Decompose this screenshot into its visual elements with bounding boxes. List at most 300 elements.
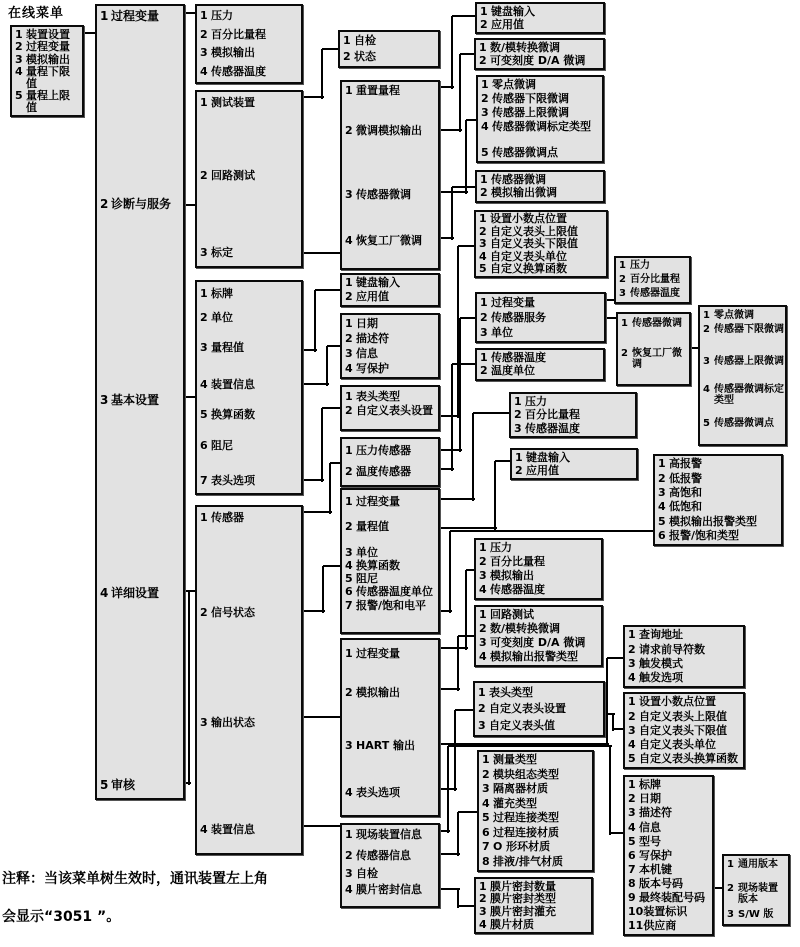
menu-item-label: 标定	[211, 246, 233, 259]
menu-item-alarm-saturation-2	[658, 473, 779, 485]
connector-line	[455, 709, 475, 711]
menu-item-number: 3	[15, 52, 23, 66]
menu-item-label: 恢复工厂微调	[632, 348, 682, 370]
menu-item-number: 6	[345, 585, 353, 598]
menu-item-label: 本机键	[639, 862, 672, 876]
menu-item-label: 装置设置	[26, 27, 70, 41]
menu-item-number: 1	[480, 4, 488, 18]
connector-line	[303, 252, 342, 254]
menu-item-number: 9	[628, 890, 636, 904]
menu-item-label: 换算函数	[356, 559, 400, 572]
menu-item-temp-sensor-1	[480, 352, 601, 364]
box-temp-sensor	[475, 348, 605, 381]
menu-item-device-info-basic-3	[345, 348, 436, 360]
menu-item-number: 1	[479, 879, 487, 893]
menu-item-number: 1	[478, 685, 486, 699]
menu-item-signal-condition-5	[345, 573, 437, 585]
box-meter-type	[473, 681, 605, 737]
menu-item-number: 2	[200, 27, 208, 41]
menu-item-alarm-saturation-3	[658, 487, 779, 499]
menu-item-label: 回路测试	[211, 169, 255, 182]
menu-item-number: 8	[482, 854, 490, 868]
menu-item-label: 自定义表头上限值	[639, 709, 727, 723]
box-signal-condition	[340, 488, 440, 634]
menu-item-signal-condition-2	[345, 521, 437, 533]
menu-item-revision-numbers-1	[727, 860, 787, 871]
box-range-keypad	[510, 448, 638, 480]
menu-item-self-test-status-1	[343, 35, 436, 47]
menu-item-label: 阻尼	[211, 439, 233, 452]
menu-item-number: 2	[478, 702, 486, 716]
box-trim-analog-output	[474, 38, 605, 70]
connector-line	[449, 531, 451, 613]
menu-item-number: 2	[628, 709, 636, 723]
menu-item-label: 自定义换算函数	[490, 261, 567, 275]
menu-item-sensor-service-2	[621, 349, 688, 370]
menu-item-number: 2	[345, 686, 353, 699]
menu-item-label: 传感器温度单位	[356, 585, 433, 598]
menu-item-number: 3	[345, 739, 353, 752]
menu-item-number: 2	[345, 849, 353, 862]
menu-item-number: 2	[345, 520, 353, 533]
menu-item-number: 4	[479, 917, 487, 931]
menu-item-label: 描述符	[639, 806, 672, 820]
menu-item-number: 2	[100, 197, 109, 211]
menu-item-meter-options-2	[345, 405, 437, 417]
connector-line	[303, 511, 332, 513]
menu-item-label: 输出状态	[211, 716, 255, 729]
menu-item-label: 模拟输出微调	[491, 186, 557, 200]
menu-item-device-info-basic-2	[345, 333, 436, 345]
menu-item-number: 4	[482, 796, 490, 810]
connector-line	[609, 746, 611, 835]
box-recall-factory-trim	[475, 170, 605, 203]
connector-line	[450, 530, 655, 532]
menu-item-label: 排液/排气材质	[493, 854, 564, 868]
menu-item-output-condition-2	[345, 687, 437, 699]
menu-item-label: 自定义表头设置	[489, 702, 566, 716]
menu-item-number: 1	[628, 778, 636, 792]
menu-item-label: 供应商	[643, 919, 677, 933]
menu-item-basic-setup-6	[200, 440, 300, 452]
menu-item-label: 传感器温度	[211, 64, 266, 78]
connector-line	[322, 407, 342, 409]
menu-item-custom-meter-setup-5	[479, 263, 604, 275]
menu-item-label: 自定义表头值	[489, 718, 555, 732]
box-main-menu	[95, 4, 185, 800]
menu-item-label: 通用版本	[738, 859, 778, 870]
menu-item-root-shortcut-5	[15, 90, 80, 113]
menu-item-signal-condition-4	[345, 560, 437, 572]
connector-line	[452, 15, 477, 17]
connector-line	[454, 710, 456, 791]
menu-item-number: 1	[479, 40, 487, 54]
menu-item-label: 模拟输出报警类型	[669, 514, 757, 528]
menu-item-number: 2	[514, 408, 522, 422]
menu-item-number: 2	[345, 465, 353, 478]
menu-item-number: 5	[200, 408, 208, 421]
menu-item-label: 报警/饱和类型	[669, 529, 740, 543]
menu-item-meter-options-1	[345, 391, 437, 403]
connector-line	[326, 346, 328, 386]
menu-item-label: 过程变量	[26, 40, 70, 54]
menu-item-sensor-info-4	[482, 798, 590, 810]
box-calibration	[340, 80, 440, 270]
menu-item-label: 键盘输入	[526, 450, 570, 464]
menu-item-root-shortcut-2	[15, 41, 80, 53]
menu-item-calibration-3	[345, 189, 437, 201]
menu-item-label: 模拟输出	[26, 52, 70, 66]
connector-line	[188, 591, 190, 785]
menu-item-number: 1	[658, 457, 666, 471]
menu-item-trim-analog-output-2	[479, 55, 601, 67]
menu-item-number: 7	[200, 474, 208, 487]
menu-item-pv-list-3	[514, 423, 633, 435]
menu-item-label: 百分比量程	[490, 555, 545, 569]
menu-item-label: 量程值	[211, 341, 244, 354]
menu-item-device-info-detailed-1	[345, 829, 437, 841]
menu-item-label: 压力	[525, 394, 547, 408]
menu-item-sensor-pv-list-2	[619, 275, 687, 286]
menu-item-label: 表头类型	[356, 390, 400, 403]
menu-item-number: 11	[628, 919, 644, 933]
menu-item-field-device-info-3	[628, 807, 710, 819]
menu-item-label: 传感器微调	[632, 318, 682, 329]
menu-item-label: 装置信息	[211, 378, 255, 391]
menu-item-label: 自定义表头单位	[490, 249, 567, 263]
menu-item-label: 日期	[639, 792, 661, 806]
menu-item-meter-type-1	[478, 687, 601, 699]
connector-line	[322, 566, 324, 613]
menu-item-number: 1	[345, 495, 353, 508]
connector-line	[314, 290, 316, 352]
menu-item-label: 阻尼	[356, 572, 378, 585]
menu-item-label: 信息	[639, 820, 661, 834]
menu-item-sensor-trim-detail-1	[703, 311, 784, 322]
menu-item-number: 2	[343, 50, 351, 64]
menu-item-pv-list-1	[514, 396, 633, 408]
menu-item-number: 4	[703, 384, 710, 395]
menu-item-number: 3	[628, 723, 636, 737]
menu-item-label: 传感器微调点	[714, 418, 774, 429]
menu-item-number: 1	[628, 695, 636, 709]
menu-item-label: 传感器下限微调	[492, 92, 569, 105]
menu-item-sensor-trim-1	[481, 79, 601, 91]
menu-item-label: 传感器	[211, 511, 244, 524]
menu-item-number: 4	[345, 786, 353, 799]
menu-item-sensor-trim-4	[481, 121, 601, 133]
box-device-info-basic	[340, 313, 440, 379]
menu-item-label: 设置小数点位置	[490, 212, 567, 226]
connector-line	[440, 647, 468, 649]
connector-line	[465, 120, 467, 194]
menu-item-hart-output-2	[628, 644, 741, 656]
box-sensor-trim-detail	[698, 305, 787, 446]
menu-item-label: 数/模转换微调	[490, 40, 561, 54]
menu-item-label: 传感器上限微调	[492, 106, 569, 119]
menu-item-label: 量程下限值	[26, 65, 70, 90]
box-revision-numbers	[722, 854, 790, 926]
menu-item-label: 基本设置	[111, 393, 160, 407]
menu-item-label: 过程变量	[356, 647, 400, 660]
menu-item-analog-output-service-2	[479, 623, 599, 635]
menu-item-label: 详细设置	[111, 586, 160, 600]
menu-item-custom-meter-setup-3	[479, 238, 604, 250]
menu-item-number: 3	[482, 782, 490, 796]
menu-item-label: 诊断与服务	[111, 197, 172, 211]
menu-item-label: 写保护	[356, 361, 389, 375]
box-field-device-info	[623, 775, 714, 936]
connector-line	[465, 570, 467, 650]
menu-item-number: 2	[200, 606, 208, 619]
box-sensors	[340, 437, 440, 487]
menu-item-sensor-pv-list-1	[619, 261, 687, 272]
menu-item-label: 压力	[211, 9, 233, 23]
menu-item-number: 2	[628, 792, 636, 806]
menu-item-sensor-trim-3	[481, 107, 601, 119]
menu-item-number: 5	[628, 834, 636, 848]
connector-line	[458, 811, 479, 813]
menu-item-label: 审核	[111, 778, 136, 792]
menu-item-number: 2	[200, 311, 208, 324]
menu-item-label: 模拟输出	[356, 686, 400, 699]
menu-item-number: 1	[15, 27, 23, 41]
connector-line	[606, 658, 608, 746]
menu-item-number: 3	[345, 188, 353, 201]
menu-item-number: 7	[628, 862, 636, 876]
menu-item-label: 微调模拟输出	[356, 124, 422, 137]
menu-item-diaphragm-seal-info-2	[479, 893, 589, 905]
menu-item-sensor-trim-detail-5	[703, 419, 784, 430]
menu-item-label: 传感器下限微调	[714, 324, 784, 335]
box-sensor-info	[477, 750, 594, 872]
menu-item-number: 3	[479, 569, 487, 583]
menu-item-diaphragm-seal-info-1	[479, 881, 589, 893]
page-title: 在线菜单	[8, 6, 65, 21]
box-detailed-setup	[195, 505, 303, 855]
menu-item-number: 4	[15, 65, 23, 79]
footnote-line2: 会显示“3051 ”。	[2, 909, 121, 925]
menu-item-number: 4	[479, 650, 487, 664]
menu-item-number: 8	[628, 876, 636, 890]
menu-item-label: 型号	[639, 834, 661, 848]
menu-item-label: 模拟输出报警类型	[490, 650, 578, 664]
menu-item-sensor-info-6	[482, 827, 590, 839]
menu-item-label: 膜片材质	[490, 917, 534, 931]
menu-item-number: 1	[628, 628, 636, 642]
menu-item-basic-setup-5	[200, 409, 300, 421]
connector-line	[457, 636, 459, 691]
menu-item-sensor-pv-list-3	[619, 289, 687, 300]
menu-item-number: 6	[200, 439, 208, 452]
menu-item-number: 2	[200, 169, 208, 182]
menu-item-basic-setup-1	[200, 288, 300, 300]
menu-item-number: 4	[100, 586, 109, 600]
menu-item-number: 1	[345, 390, 353, 403]
menu-item-number: 7	[345, 599, 353, 612]
menu-item-main-menu-3	[100, 394, 182, 407]
menu-item-label: 传感器微调标定类型	[492, 120, 591, 133]
box-diaphragm-seal-info	[474, 877, 593, 934]
menu-item-range-keypad-2	[515, 465, 634, 477]
menu-item-recall-factory-trim-2	[480, 187, 601, 199]
menu-item-main-menu-4	[100, 587, 182, 600]
menu-item-diag-service-2	[200, 170, 300, 182]
menu-item-calibration-1	[345, 85, 437, 97]
connector-line	[451, 364, 453, 471]
menu-item-sensor-trim-detail-3	[703, 357, 784, 368]
menu-item-number: 1	[345, 828, 353, 841]
menu-item-sensor-trim-2	[481, 93, 601, 105]
menu-item-label: 传感器上限微调	[714, 356, 784, 367]
menu-item-number: 1	[621, 318, 628, 329]
menu-item-number: 4	[481, 120, 489, 133]
menu-item-label: 膜片密封数量	[490, 879, 556, 893]
menu-item-label: 装置信息	[211, 823, 255, 836]
menu-item-number: 1	[479, 608, 487, 622]
menu-item-number: 3	[619, 287, 626, 299]
menu-item-label: 传感器温度	[630, 287, 680, 299]
menu-item-label: 应用值	[491, 17, 524, 31]
menu-item-main-menu-5	[100, 779, 182, 792]
menu-item-label: 现场装置信息	[356, 828, 422, 841]
menu-item-number: 2	[658, 471, 666, 485]
menu-item-label: 传感器温度	[525, 421, 580, 435]
connector-line	[303, 716, 342, 718]
menu-item-label: 重置量程	[356, 84, 400, 97]
menu-item-label: 状态	[354, 50, 376, 64]
menu-item-label: 传感器微调	[356, 188, 411, 201]
menu-item-sensor-trim-detail-2	[703, 325, 784, 336]
menu-item-signal-condition-7	[345, 600, 437, 612]
menu-item-field-device-info-5	[628, 836, 710, 848]
connector-line	[321, 49, 323, 99]
menu-item-number: 2	[619, 273, 626, 285]
menu-item-number: 2	[482, 767, 490, 781]
menu-item-label: 应用值	[356, 290, 389, 304]
connector-line	[459, 318, 461, 452]
menu-item-number: 1	[479, 212, 487, 226]
menu-item-sensor-trim-5	[481, 147, 601, 159]
menu-item-label: 传感器微调	[491, 172, 546, 186]
menu-item-pv-output-list-2	[479, 556, 599, 568]
menu-item-pressure-sensor-1	[480, 297, 602, 309]
menu-item-label: 量程值	[356, 520, 389, 533]
menu-item-meter-type-2	[478, 703, 601, 715]
menu-item-hart-output-1	[628, 629, 741, 641]
connector-line	[440, 527, 497, 529]
menu-item-main-menu-2	[100, 198, 182, 211]
menu-item-label: 应用值	[526, 463, 559, 477]
menu-item-number: 4	[628, 737, 636, 751]
menu-item-field-device-info-9	[628, 892, 710, 904]
menu-item-output-condition-4	[345, 787, 437, 799]
box-custom-meter-setup	[474, 210, 608, 278]
menu-item-number: 4	[628, 671, 636, 685]
menu-item-pressure-sensor-3	[480, 327, 602, 339]
menu-item-number: 3	[703, 356, 710, 367]
footnote-line1: 注释：当该菜单树生效时，通讯装置左上角	[2, 871, 268, 887]
connector-line	[440, 191, 468, 193]
menu-item-custom-meter-setup-2	[479, 226, 604, 238]
menu-item-number: 1	[200, 287, 208, 300]
menu-item-main-menu-1	[100, 10, 182, 23]
menu-item-label: 可变刻度 D/A 微调	[490, 636, 586, 650]
menu-item-number: 2	[15, 40, 23, 54]
connector-line	[447, 746, 449, 833]
menu-item-range-values-1	[345, 277, 436, 289]
menu-item-number: 2	[345, 331, 353, 345]
menu-item-custom-meter-value-3	[628, 725, 741, 737]
menu-item-number: 4	[658, 500, 666, 514]
menu-item-diag-service-1	[200, 97, 300, 109]
menu-item-custom-meter-value-2	[628, 711, 741, 723]
menu-item-label: 写保护	[639, 848, 672, 862]
menu-item-field-device-info-7	[628, 864, 710, 876]
box-pressure-sensor	[475, 292, 606, 343]
connector-line	[321, 408, 323, 482]
menu-item-process-variables-1	[200, 10, 299, 22]
menu-item-root-shortcut-4	[15, 66, 80, 89]
menu-item-detailed-setup-3	[200, 717, 300, 729]
menu-item-custom-meter-value-4	[628, 739, 741, 751]
menu-item-label: 触发模式	[639, 656, 683, 670]
menu-item-pressure-sensor-2	[480, 312, 602, 324]
menu-item-label: 模块组态类型	[493, 767, 559, 781]
menu-item-number: 2	[703, 324, 710, 335]
menu-item-field-device-info-6	[628, 850, 710, 862]
menu-item-range-keypad-1	[515, 452, 634, 464]
menu-item-label: 信号状态	[211, 606, 255, 619]
menu-item-label: 自定义表头下限值	[639, 723, 727, 737]
menu-item-number: 2	[480, 17, 488, 31]
menu-item-label: 表头类型	[489, 685, 533, 699]
menu-item-sensor-info-8	[482, 856, 590, 868]
menu-item-number: 4	[200, 378, 208, 391]
box-custom-meter-value	[623, 692, 745, 769]
menu-item-diaphragm-seal-info-4	[479, 919, 589, 931]
box-alarm-saturation	[653, 454, 783, 546]
menu-item-number: 5	[100, 778, 109, 792]
menu-item-number: 6	[658, 529, 666, 543]
menu-item-label: HART 输出	[356, 739, 416, 752]
connector-line	[472, 413, 474, 501]
menu-item-analog-output-service-1	[479, 609, 599, 621]
menu-item-label: 高报警	[669, 457, 702, 471]
menu-item-number: 4	[628, 820, 636, 834]
menu-item-number: 10	[628, 904, 644, 918]
menu-item-number: 5	[482, 811, 490, 825]
menu-item-label: 过程连接类型	[493, 811, 559, 825]
menu-item-label: 隔离器材质	[493, 782, 548, 796]
menu-item-number: 4	[200, 823, 208, 836]
menu-item-number: 2	[479, 622, 487, 636]
box-process-variables	[195, 4, 303, 84]
menu-item-number: 1	[703, 310, 710, 321]
menu-item-number: 1	[727, 859, 734, 870]
menu-item-label: 描述符	[356, 331, 389, 345]
menu-item-number: 1	[619, 259, 626, 271]
menu-item-pv-list-2	[514, 409, 633, 421]
menu-item-device-info-basic-4	[345, 363, 436, 375]
menu-item-number: 5	[479, 261, 487, 275]
menu-item-number: 2	[479, 555, 487, 569]
menu-item-label: 量程上限值	[26, 89, 70, 114]
menu-item-label: 现场装置版本	[738, 883, 778, 905]
menu-item-sensors-1	[345, 445, 437, 457]
box-analog-output-service	[474, 605, 603, 667]
menu-item-hart-output-3	[628, 658, 741, 670]
